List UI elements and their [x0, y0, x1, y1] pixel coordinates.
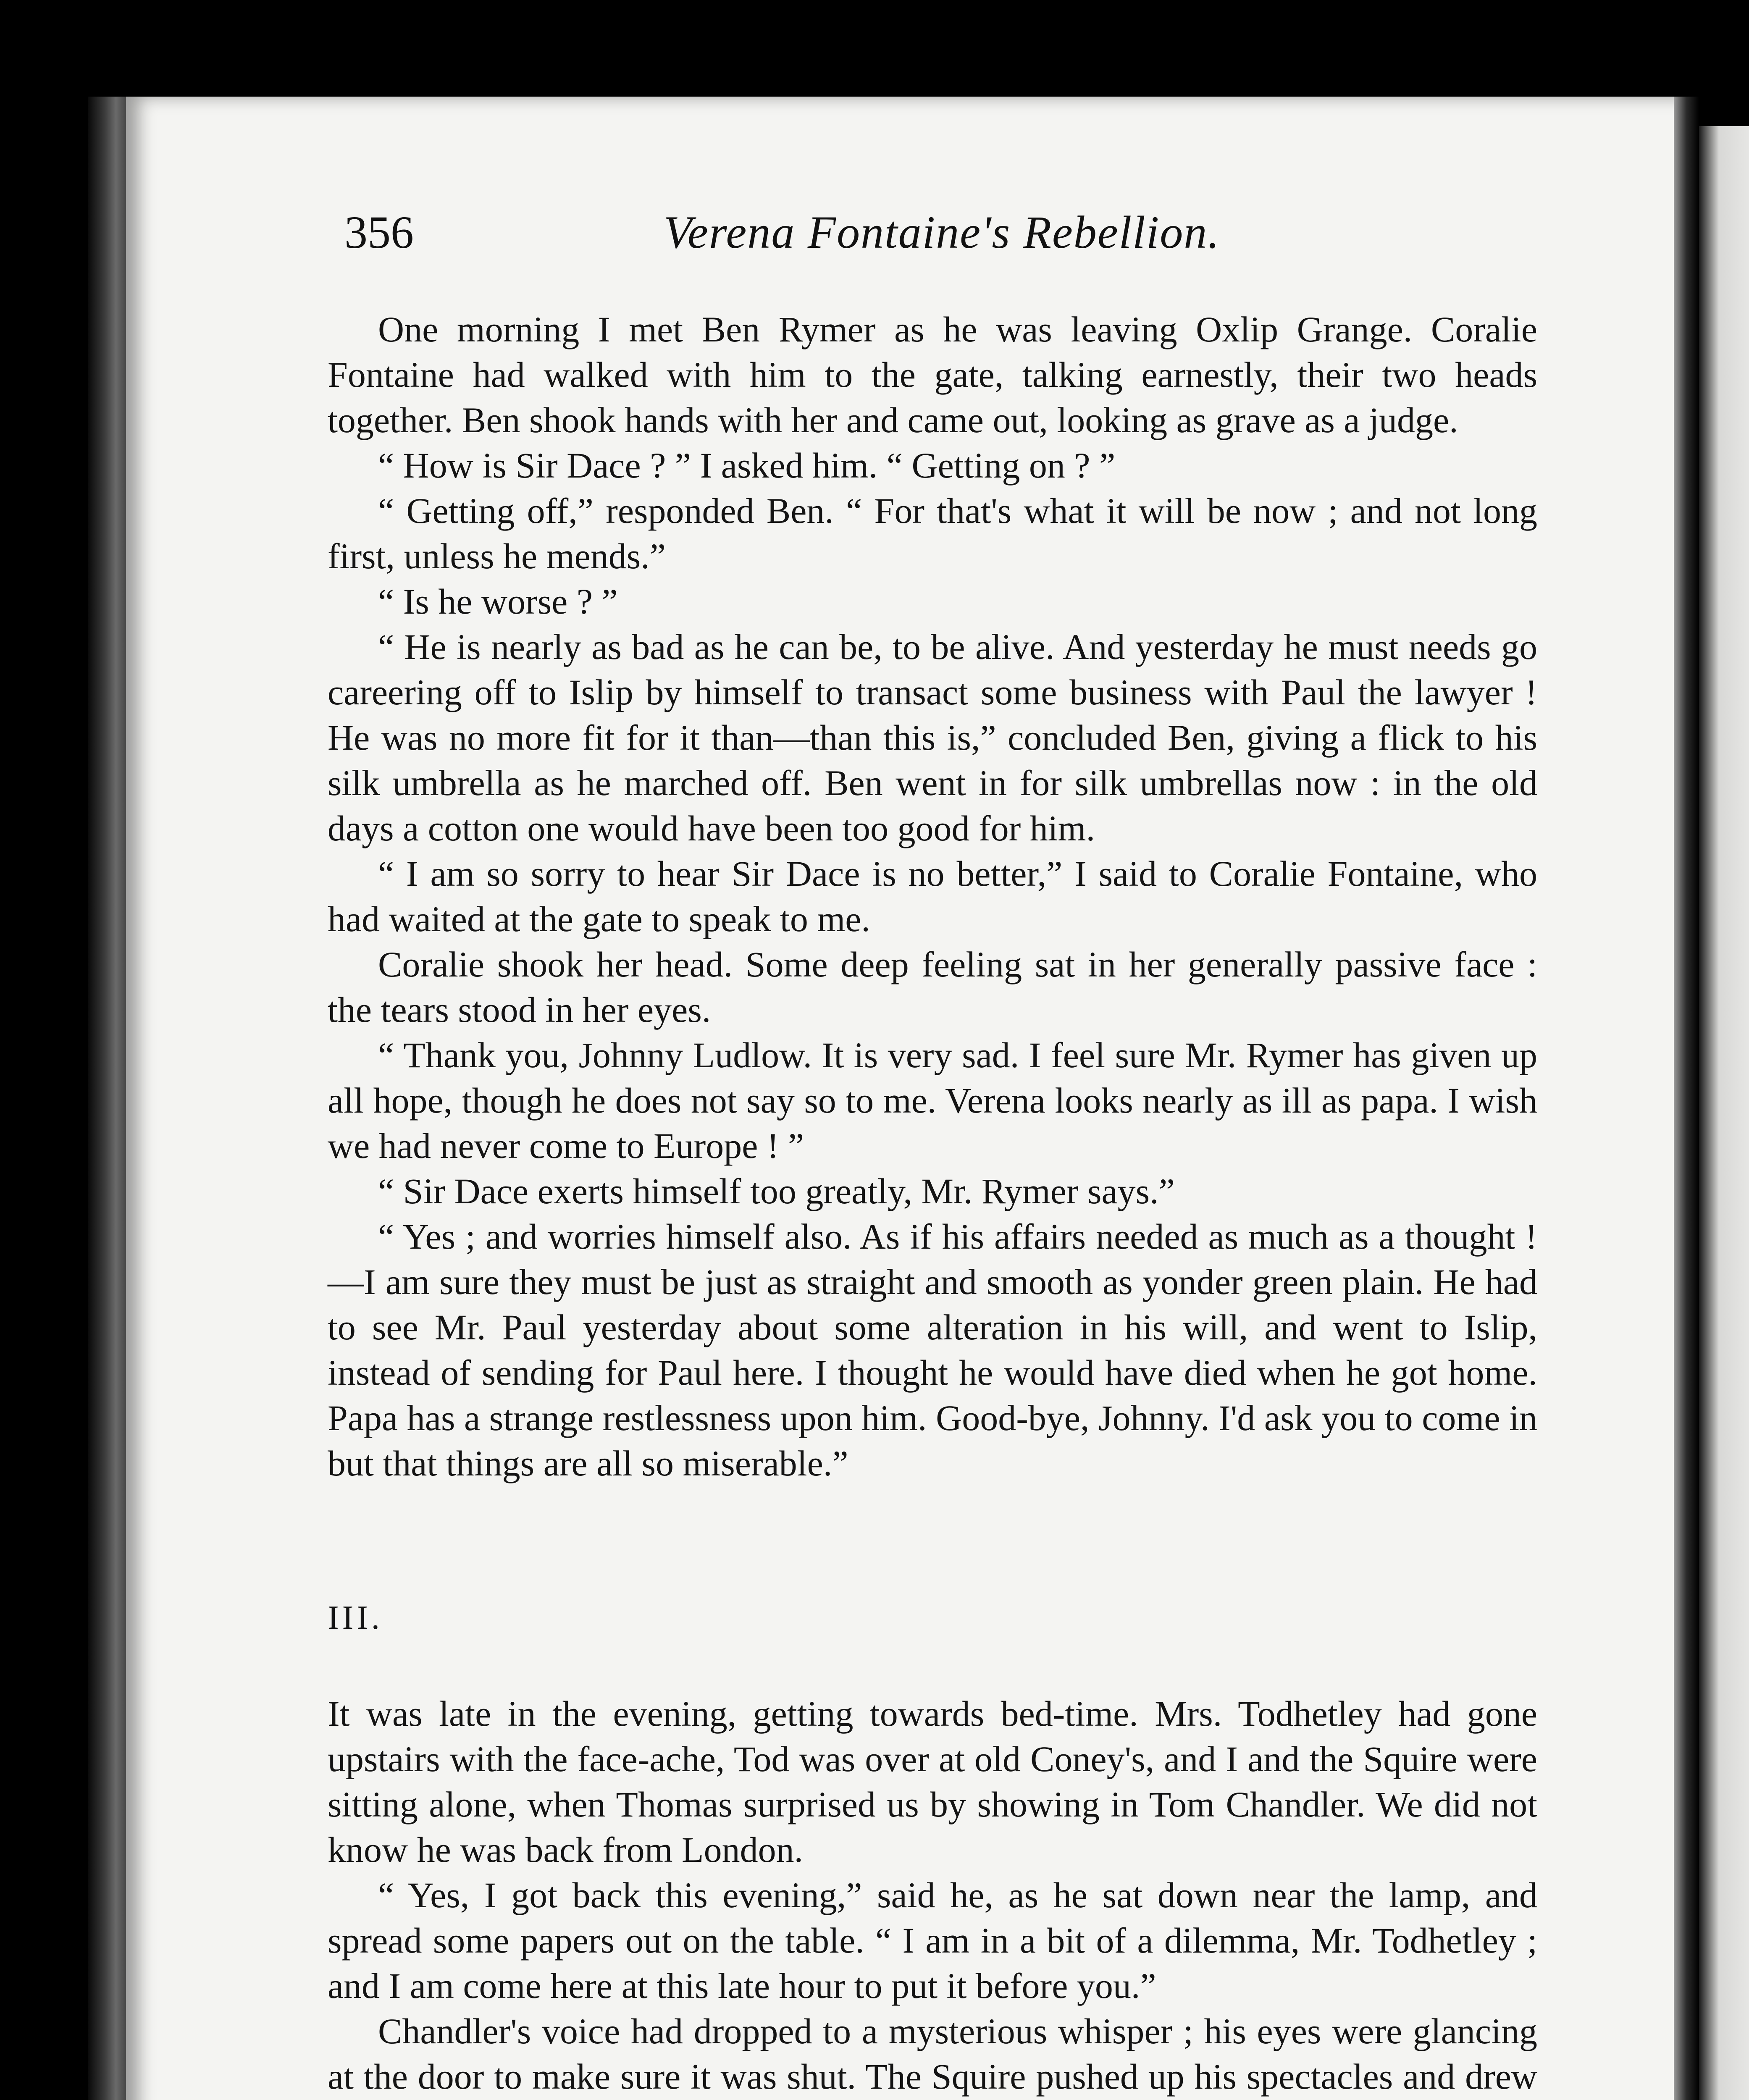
paragraph: “ He is nearly as bad as he can be, to be alive. And yesterday he must needs go careering off to Islip by himself to transact some business with Paul the lawyer ! He was no more fit for it than—than this is,” concluded Ben, giving a flick to his silk umbrella as he marched off. Ben went in for silk umbrellas now : in the old days a cotton one would have been too good for him. [328, 627, 1537, 848]
section-opening-paragraph: It was late in the evening, getting towards bed-time. Mrs. Todhetley had gone upstairs with the face-ache, Tod was over at old Coney's, and I and the Squire were sitting alone, when Thomas surprised us by showing in Tom Chandler. We did not know he was back from London. [328, 1693, 1537, 1870]
body-text [328, 307, 1537, 2100]
paragraph: Coralie shook her head. Some deep feeling sat in her generally passive face : the tears stood in her eyes. [328, 944, 1537, 1030]
paragraph: “ Is he worse ? ” [378, 581, 618, 622]
running-title: Verena Fontaine's Rebellion. [664, 207, 1220, 258]
paragraph: “ Getting off,” responded Ben. “ For that's what it will be now ; and not long first, unless he mends.” [328, 491, 1537, 576]
paragraph: One morning I met Ben Rymer as he was leaving Oxlip Grange. Coralie Fontaine had walked with him to the gate, talking earnestly, their two heads together. Ben shook hands with her and came out, looking as grave as a judge. [328, 309, 1537, 440]
paragraph: “ Sir Dace exerts himself too greatly, Mr. Rymer says.” [378, 1171, 1175, 1211]
adjacent-page-edge [1699, 126, 1749, 2100]
paragraph: “ How is Sir Dace ? ” I asked him. “ Getting on ? ” [378, 445, 1116, 486]
running-header [344, 206, 1584, 269]
section-heading: III. [328, 1599, 383, 1636]
paragraph: “ Yes ; and worries himself also. As if his affairs needed as much as a thought !—I am sure they must be just as straight and smooth as yonder green plain. He had to see Mr. Paul yesterday about some alteration in his will, and went to Islip, instead of sending for Paul here. I thought he would have died when he got home. Papa has a strange restlessness upon him. Good-bye, Johnny. I'd ask you to come in but that things are all so miserable.” [328, 1216, 1537, 1483]
paragraph: “ I am so sorry to hear Sir Dace is no better,” I said to Coralie Fontaine, who had waited at the gate to speak to me. [328, 853, 1537, 939]
paragraph: Chandler's voice had dropped to a mysterious whisper ; his eyes were glancing at the door to make sure it was shut. The Squire pushed up his spectacles and drew [328, 2011, 1537, 2097]
page-number: 356 [344, 207, 414, 258]
paragraph: “ Yes, I got back this evening,” said he, as he sat down near the lamp, and spread some papers out on the table. “ I am in a bit of a dilemma, Mr. Todhetley ; and I am come here at this late hour to put it before you.” [328, 1875, 1537, 2006]
paragraph: “ Thank you, Johnny Ludlow. It is very sad. I feel sure Mr. Rymer has given up all hope, though he does not say so to me. Verena looks nearly as ill as papa. I wish we had never come to Europe ! ” [328, 1035, 1537, 1166]
page-gutter [1674, 97, 1699, 2100]
